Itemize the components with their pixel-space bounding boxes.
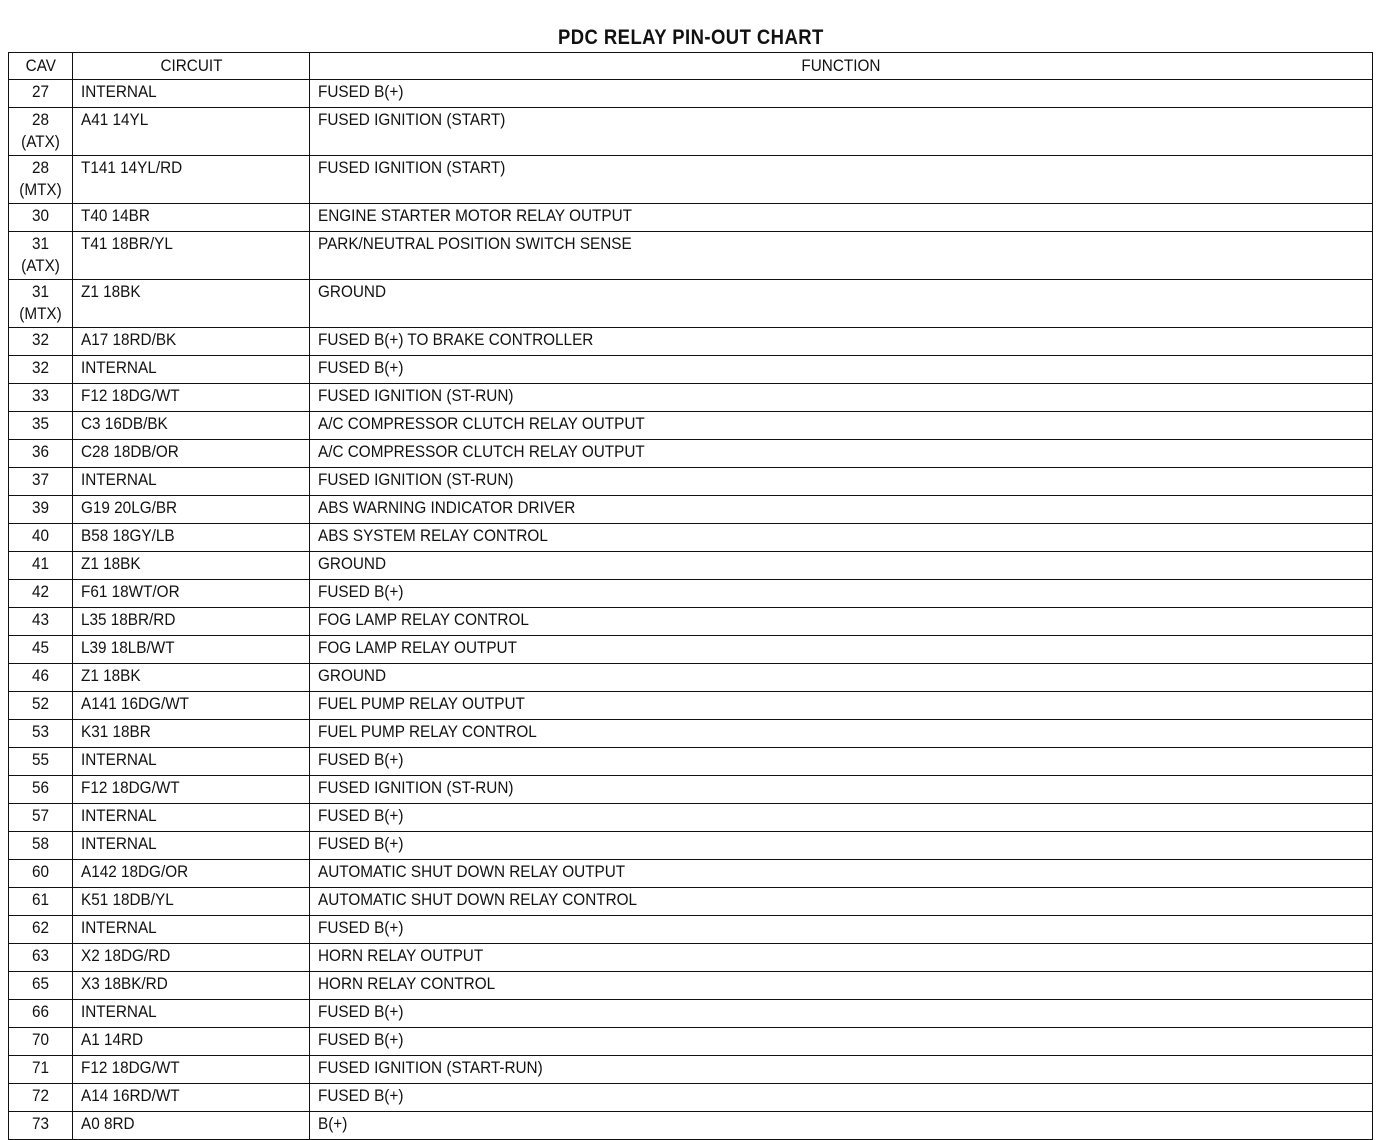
- circuit-cell: INTERNAL: [73, 748, 310, 776]
- table-row: [9, 552, 1373, 580]
- table-row: [9, 1000, 1373, 1028]
- cav-transmission-note: (ATX): [21, 132, 60, 151]
- header-row: [9, 53, 1373, 80]
- circuit-cell: A41 14YL: [73, 108, 310, 156]
- table-row: [9, 356, 1373, 384]
- function-cell: A/C COMPRESSOR CLUTCH RELAY OUTPUT: [310, 440, 1373, 468]
- cav-cell: 33: [9, 384, 73, 412]
- circuit-cell: L39 18LB/WT: [73, 636, 310, 664]
- circuit-cell: C28 18DB/OR: [73, 440, 310, 468]
- cav-transmission-note: (MTX): [19, 180, 62, 199]
- table-row: [9, 80, 1373, 108]
- function-cell: AUTOMATIC SHUT DOWN RELAY CONTROL: [310, 888, 1373, 916]
- cav-cell: 31 (ATX): [9, 232, 73, 280]
- table-row: [9, 944, 1373, 972]
- circuit-cell: F12 18DG/WT: [73, 384, 310, 412]
- table-row: [9, 280, 1373, 328]
- function-cell: ENGINE STARTER MOTOR RELAY OUTPUT: [310, 204, 1373, 232]
- function-cell: FUSED B(+) TO BRAKE CONTROLLER: [310, 328, 1373, 356]
- circuit-cell: G19 20LG/BR: [73, 496, 310, 524]
- circuit-cell: A0 8RD: [73, 1112, 310, 1140]
- circuit-cell: Z1 18BK: [73, 280, 310, 328]
- table-row: [9, 1028, 1373, 1056]
- function-cell: FUSED B(+): [310, 80, 1373, 108]
- function-cell: B(+): [310, 1112, 1373, 1140]
- circuit-cell: Z1 18BK: [73, 552, 310, 580]
- table-row: [9, 608, 1373, 636]
- table-row: [9, 1112, 1373, 1140]
- function-cell: FUEL PUMP RELAY CONTROL: [310, 720, 1373, 748]
- cav-cell: 27: [9, 80, 73, 108]
- function-cell: FUSED IGNITION (ST-RUN): [310, 384, 1373, 412]
- cav-cell: 57: [9, 804, 73, 832]
- table-row: [9, 468, 1373, 496]
- function-cell: FUSED IGNITION (ST-RUN): [310, 468, 1373, 496]
- cav-cell: 58: [9, 832, 73, 860]
- function-cell: ABS SYSTEM RELAY CONTROL: [310, 524, 1373, 552]
- circuit-cell: L35 18BR/RD: [73, 608, 310, 636]
- table-row: [9, 748, 1373, 776]
- cav-cell: 30: [9, 204, 73, 232]
- cav-cell: 42: [9, 580, 73, 608]
- cav-transmission-note: (MTX): [19, 304, 62, 323]
- cav-cell: 31 (MTX): [9, 280, 73, 328]
- table-row: [9, 776, 1373, 804]
- table-row: [9, 692, 1373, 720]
- circuit-cell: B58 18GY/LB: [73, 524, 310, 552]
- table-row: [9, 888, 1373, 916]
- circuit-cell: INTERNAL: [73, 916, 310, 944]
- function-cell: FUSED IGNITION (ST-RUN): [310, 776, 1373, 804]
- table-row: [9, 232, 1373, 280]
- chart-title: PDC RELAY PIN-OUT CHART: [557, 26, 824, 49]
- circuit-cell: Z1 18BK: [73, 664, 310, 692]
- function-cell: ABS WARNING INDICATOR DRIVER: [310, 496, 1373, 524]
- function-cell: FUSED B(+): [310, 1028, 1373, 1056]
- function-cell: GROUND: [310, 664, 1373, 692]
- function-cell: HORN RELAY OUTPUT: [310, 944, 1373, 972]
- cav-cell: 41: [9, 552, 73, 580]
- function-cell: FUSED B(+): [310, 748, 1373, 776]
- cav-cell: 55: [9, 748, 73, 776]
- table-row: [9, 664, 1373, 692]
- circuit-cell: X2 18DG/RD: [73, 944, 310, 972]
- cav-cell: 63: [9, 944, 73, 972]
- cav-cell: 36: [9, 440, 73, 468]
- function-cell: AUTOMATIC SHUT DOWN RELAY OUTPUT: [310, 860, 1373, 888]
- cav-cell: 73: [9, 1112, 73, 1140]
- function-cell: FOG LAMP RELAY OUTPUT: [310, 636, 1373, 664]
- function-cell: FUSED IGNITION (START-RUN): [310, 1056, 1373, 1084]
- function-cell: FUSED IGNITION (START): [310, 108, 1373, 156]
- function-cell: FOG LAMP RELAY CONTROL: [310, 608, 1373, 636]
- function-cell: A/C COMPRESSOR CLUTCH RELAY OUTPUT: [310, 412, 1373, 440]
- column-header-cav: CAV: [9, 53, 73, 80]
- cav-cell: 61: [9, 888, 73, 916]
- circuit-cell: X3 18BK/RD: [73, 972, 310, 1000]
- table-row: [9, 972, 1373, 1000]
- cav-cell: 52: [9, 692, 73, 720]
- function-cell: FUSED B(+): [310, 356, 1373, 384]
- table-row: [9, 1084, 1373, 1112]
- table-row: [9, 108, 1373, 156]
- table-row: [9, 832, 1373, 860]
- cav-cell: 60: [9, 860, 73, 888]
- function-cell: FUSED B(+): [310, 1084, 1373, 1112]
- table-row: [9, 860, 1373, 888]
- function-cell: FUSED B(+): [310, 580, 1373, 608]
- circuit-cell: F12 18DG/WT: [73, 1056, 310, 1084]
- circuit-cell: INTERNAL: [73, 832, 310, 860]
- column-header-function: FUNCTION: [310, 53, 1373, 80]
- cav-cell: 66: [9, 1000, 73, 1028]
- table-body: [9, 80, 1373, 1140]
- cav-cell: 56: [9, 776, 73, 804]
- pinout-table: [8, 52, 1373, 1140]
- table-row: [9, 804, 1373, 832]
- circuit-cell: INTERNAL: [73, 804, 310, 832]
- table-row: [9, 384, 1373, 412]
- table-row: [9, 156, 1373, 204]
- table-row: [9, 328, 1373, 356]
- circuit-cell: INTERNAL: [73, 1000, 310, 1028]
- circuit-cell: INTERNAL: [73, 356, 310, 384]
- cav-cell: 35: [9, 412, 73, 440]
- cav-cell: 28 (ATX): [9, 108, 73, 156]
- circuit-cell: F61 18WT/OR: [73, 580, 310, 608]
- circuit-cell: A14 16RD/WT: [73, 1084, 310, 1112]
- table-row: [9, 412, 1373, 440]
- cav-cell: 53: [9, 720, 73, 748]
- function-cell: FUSED B(+): [310, 832, 1373, 860]
- cav-transmission-note: (ATX): [21, 256, 60, 275]
- cav-cell: 45: [9, 636, 73, 664]
- circuit-cell: T41 18BR/YL: [73, 232, 310, 280]
- cav-cell: 39: [9, 496, 73, 524]
- table-row: [9, 580, 1373, 608]
- function-cell: FUSED IGNITION (START): [310, 156, 1373, 204]
- table-row: [9, 524, 1373, 552]
- circuit-cell: K31 18BR: [73, 720, 310, 748]
- circuit-cell: A1 14RD: [73, 1028, 310, 1056]
- cav-cell: 65: [9, 972, 73, 1000]
- function-cell: FUSED B(+): [310, 916, 1373, 944]
- function-cell: GROUND: [310, 280, 1373, 328]
- circuit-cell: A141 16DG/WT: [73, 692, 310, 720]
- circuit-cell: INTERNAL: [73, 80, 310, 108]
- table-row: [9, 720, 1373, 748]
- table-row: [9, 496, 1373, 524]
- cav-cell: 62: [9, 916, 73, 944]
- table-row: [9, 440, 1373, 468]
- table-row: [9, 1056, 1373, 1084]
- cav-cell: 43: [9, 608, 73, 636]
- circuit-cell: T141 14YL/RD: [73, 156, 310, 204]
- circuit-cell: INTERNAL: [73, 468, 310, 496]
- cav-cell: 37: [9, 468, 73, 496]
- circuit-cell: A17 18RD/BK: [73, 328, 310, 356]
- cav-cell: 46: [9, 664, 73, 692]
- cav-cell: 32: [9, 328, 73, 356]
- cav-cell: 40: [9, 524, 73, 552]
- circuit-cell: T40 14BR: [73, 204, 310, 232]
- cav-cell: 71: [9, 1056, 73, 1084]
- column-header-circuit: CIRCUIT: [73, 53, 310, 80]
- cav-cell: 70: [9, 1028, 73, 1056]
- table-row: [9, 636, 1373, 664]
- table-row: [9, 204, 1373, 232]
- cav-cell: 28 (MTX): [9, 156, 73, 204]
- circuit-cell: K51 18DB/YL: [73, 888, 310, 916]
- cav-cell: 72: [9, 1084, 73, 1112]
- cav-cell: 32: [9, 356, 73, 384]
- function-cell: FUSED B(+): [310, 1000, 1373, 1028]
- function-cell: PARK/NEUTRAL POSITION SWITCH SENSE: [310, 232, 1373, 280]
- table-row: [9, 916, 1373, 944]
- function-cell: HORN RELAY CONTROL: [310, 972, 1373, 1000]
- function-cell: FUSED B(+): [310, 804, 1373, 832]
- circuit-cell: C3 16DB/BK: [73, 412, 310, 440]
- function-cell: FUEL PUMP RELAY OUTPUT: [310, 692, 1373, 720]
- circuit-cell: F12 18DG/WT: [73, 776, 310, 804]
- circuit-cell: A142 18DG/OR: [73, 860, 310, 888]
- function-cell: GROUND: [310, 552, 1373, 580]
